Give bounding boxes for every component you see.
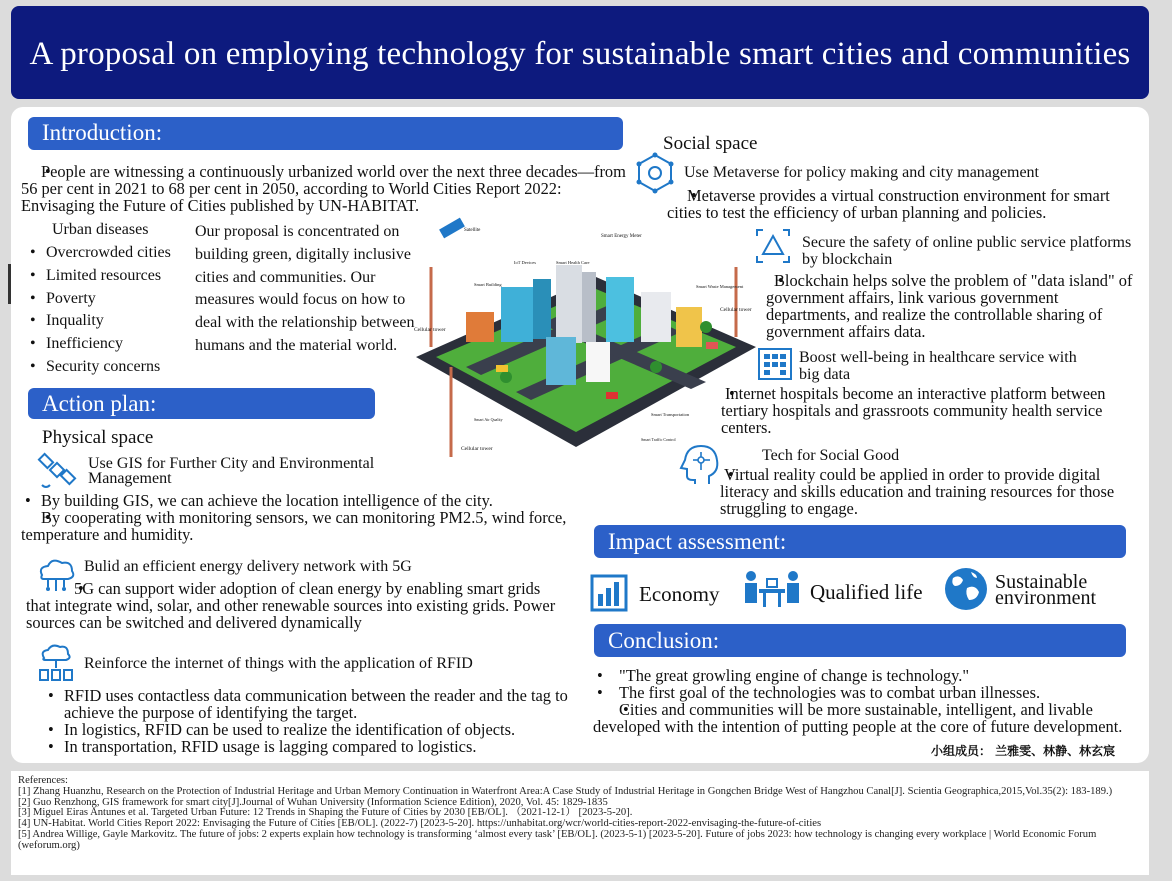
- metaverse-points: [667, 187, 1137, 221]
- physical-space-heading: Physical space: [42, 427, 154, 448]
- poster-body: [11, 107, 1149, 763]
- introduction-heading: Introduction:: [28, 117, 623, 150]
- references-title: References:: [18, 775, 68, 786]
- ai-head-icon: [679, 442, 723, 488]
- impact-economy: Economy: [639, 582, 720, 606]
- conclusion-points: [593, 667, 1141, 735]
- label-cellular-tower-1: Cellular tower: [414, 327, 446, 333]
- rfid-title: Reinforce the internet of things with the application of RFID: [84, 655, 473, 672]
- conclusion-point: • Cities and communities will be more sustainable, intelligent, and livable developed with the intention of putting people at the core of future development.: [593, 701, 1141, 735]
- gis-point: • By cooperating with monitoring sensors, we can monitoring PM2.5, wind force, temperature and humidity.: [21, 509, 581, 543]
- gis-title: Use GIS for Further City and Environmental Management: [88, 455, 375, 487]
- label-cellular-tower-2: Cellular tower: [720, 307, 752, 313]
- energy-text: • 5G can support wider adoption of clean energy by enabling smart grids that integrate wind, solar, and other renewable sources into existing grids. Power sources can be switched and delivered dynamically: [26, 580, 568, 631]
- reference-item: [4] UN-Habitat. World Cities Report 2022: Envisaging the Future of Cities [EB/OL]. (2022-7) [2023-5-20]. https://unhabitat.org/wcr/world-cities-report-2022-envisaging-the-future-of-cities: [18, 818, 822, 830]
- urban-diseases-list: [26, 242, 196, 379]
- tech-points: [720, 466, 1130, 517]
- tech-title: Tech for Social Good: [762, 447, 900, 464]
- reference-item: [5] Andrea Willige, Gayle Markovitz. The future of jobs: 2 experts explain how technology is transforming ‘almost every task’ [EB/OL]. (2023-5-1) [2023-5-20]. Future of jobs 2023: how technology is changing every workplace | World Economic Forum (weforum.org): [18, 828, 1099, 851]
- gis-points: [21, 492, 581, 543]
- group-members: 小组成员： 兰雅雯、林静、林玄宸: [931, 744, 1116, 758]
- label-smart-traffic-control: Smart Traffic Control: [641, 437, 676, 442]
- label-satellite: Satellite: [464, 228, 481, 233]
- action-plan-heading: Action plan:: [28, 388, 375, 419]
- introduction-lead-text: • People are witnessing a continuously urbanized world over the next three decades—from 56 per cent in 2021 to 68 per cent in 2050, according to World Cities Report 2022: Envisaging the Future of Cities published by UN-HABITAT.: [21, 163, 631, 214]
- urban-disease-item: • Overcrowded cities: [26, 242, 196, 265]
- gis-point: • By building GIS, we can achieve the location intelligence of the city.: [21, 492, 581, 509]
- reference-item: [2] Guo Renzhong, GIS framework for smart city[J].Journal of Wuhan University (Information Science Edition), 2020, Vol. 45: 1829-1835: [18, 796, 608, 808]
- label-smart-transportation: Smart Transportation: [651, 412, 690, 417]
- blockchain-triangle-icon: [755, 228, 791, 264]
- impact-sustainable-environment: Sustainable environment: [995, 571, 1097, 609]
- iot-cloud-icon: [38, 642, 78, 682]
- impact-qualified-life: Qualified life: [810, 580, 923, 604]
- introduction-lead: [21, 163, 631, 214]
- urban-disease-item: • Security concerns: [26, 356, 196, 379]
- conclusion-point: • The first goal of the technologies was to combat urban illnesses.: [593, 684, 1141, 701]
- conclusion-point: • "The great growling engine of change is technology.": [593, 667, 1141, 684]
- hospital-building-icon: [755, 345, 795, 381]
- label-smart-health-care: Smart Health Care: [556, 260, 590, 265]
- references-panel: [11, 771, 1149, 875]
- metaverse-title: Use Metaverse for policy making and city management: [684, 164, 1039, 181]
- urban-disease-item: • Poverty: [26, 288, 196, 311]
- tech-text: • Virtual reality could be applied in order to provide digital literacy and skills education and training resources for those struggling to engage.: [720, 466, 1130, 517]
- edge-marker: [8, 264, 11, 304]
- poster-title: A proposal on employing technology for sustainable smart cities and communities: [29, 36, 1131, 72]
- energy-points: [28, 580, 568, 631]
- satellite-icon: [36, 451, 80, 491]
- label-iot-devices: IoT Devices: [514, 260, 537, 265]
- urban-diseases-title: Urban diseases: [52, 221, 149, 238]
- urban-disease-item: • Limited resources: [26, 265, 196, 288]
- label-smart-energy-meter: Smart Energy Meter: [601, 234, 642, 239]
- rfid-point: • In logistics, RFID can be used to realize the identification of objects.: [44, 721, 574, 738]
- blockchain-text: • Blockchain helps solve the problem of "data island" of government affairs, link various government departments, and realize the controllable sharing of government affairs data.: [766, 272, 1144, 340]
- globe-icon: [943, 566, 989, 612]
- qualified-life-people-icon: [741, 569, 803, 611]
- proposal-text: Our proposal is concentrated on building green, digitally inclusive cities and communities. Our measures would focus on how to deal with the relationship between humans and the material world.: [195, 223, 415, 354]
- health-text: • Internet hospitals become an interactive platform between tertiary hospitals and grassroots community health service centers.: [721, 385, 1121, 436]
- label-smart-waste: Smart Waste Management: [696, 284, 744, 289]
- urban-disease-item: • Inquality: [26, 310, 196, 333]
- rfid-points: [44, 687, 574, 755]
- health-title: Boost well-being in healthcare service with big data: [799, 349, 1077, 383]
- metaverse-text: • Metaverse provides a virtual construction environment for smart cities to test the efficiency of urban planning and policies.: [667, 187, 1137, 221]
- title-banner: [11, 6, 1149, 99]
- blockchain-points: [766, 272, 1144, 340]
- economy-chart-icon: [590, 572, 628, 612]
- smart-city-illustration: [406, 217, 766, 462]
- health-points: [721, 385, 1121, 436]
- conclusion-heading: Conclusion:: [594, 624, 1126, 657]
- blockchain-title: Secure the safety of online public service platforms by blockchain: [802, 234, 1132, 268]
- impact-heading: Impact assessment:: [594, 525, 1126, 558]
- rfid-point: • In transportation, RFID usage is lagging compared to logistics.: [44, 738, 574, 755]
- label-cellular-tower-3: Cellular tower: [461, 446, 493, 452]
- social-space-heading: Social space: [663, 133, 758, 154]
- reference-item: [1] Zhang Huanzhu, Research on the Protection of Industrial Heritage and Urban Memory Continuation in Waterfront Area:A Case Study of Industrial Heritage in Gongchen Bridge West of Hangzhou Canal[J]. Scientia Geographica,2015,Vol.35(2): 183-189.): [18, 785, 1113, 797]
- urban-disease-item: • Inefficiency: [26, 333, 196, 356]
- label-smart-building: Smart Building: [474, 282, 502, 287]
- label-smart-air-quality: Smart Air Quality: [474, 417, 503, 422]
- energy-title: Bulid an efficient energy delivery network with 5G: [84, 558, 412, 575]
- rfid-point: • RFID uses contactless data communication between the reader and the tag to achieve the purpose of identifying the target.: [44, 687, 574, 721]
- reference-item: [3] Miguel Eiras Antunes et al. Targeted Urban Future: 12 Trends in Shaping the Future of Cities by 2030 [EB/OL]. （2021-12-1） [2023-5-20].: [18, 807, 633, 819]
